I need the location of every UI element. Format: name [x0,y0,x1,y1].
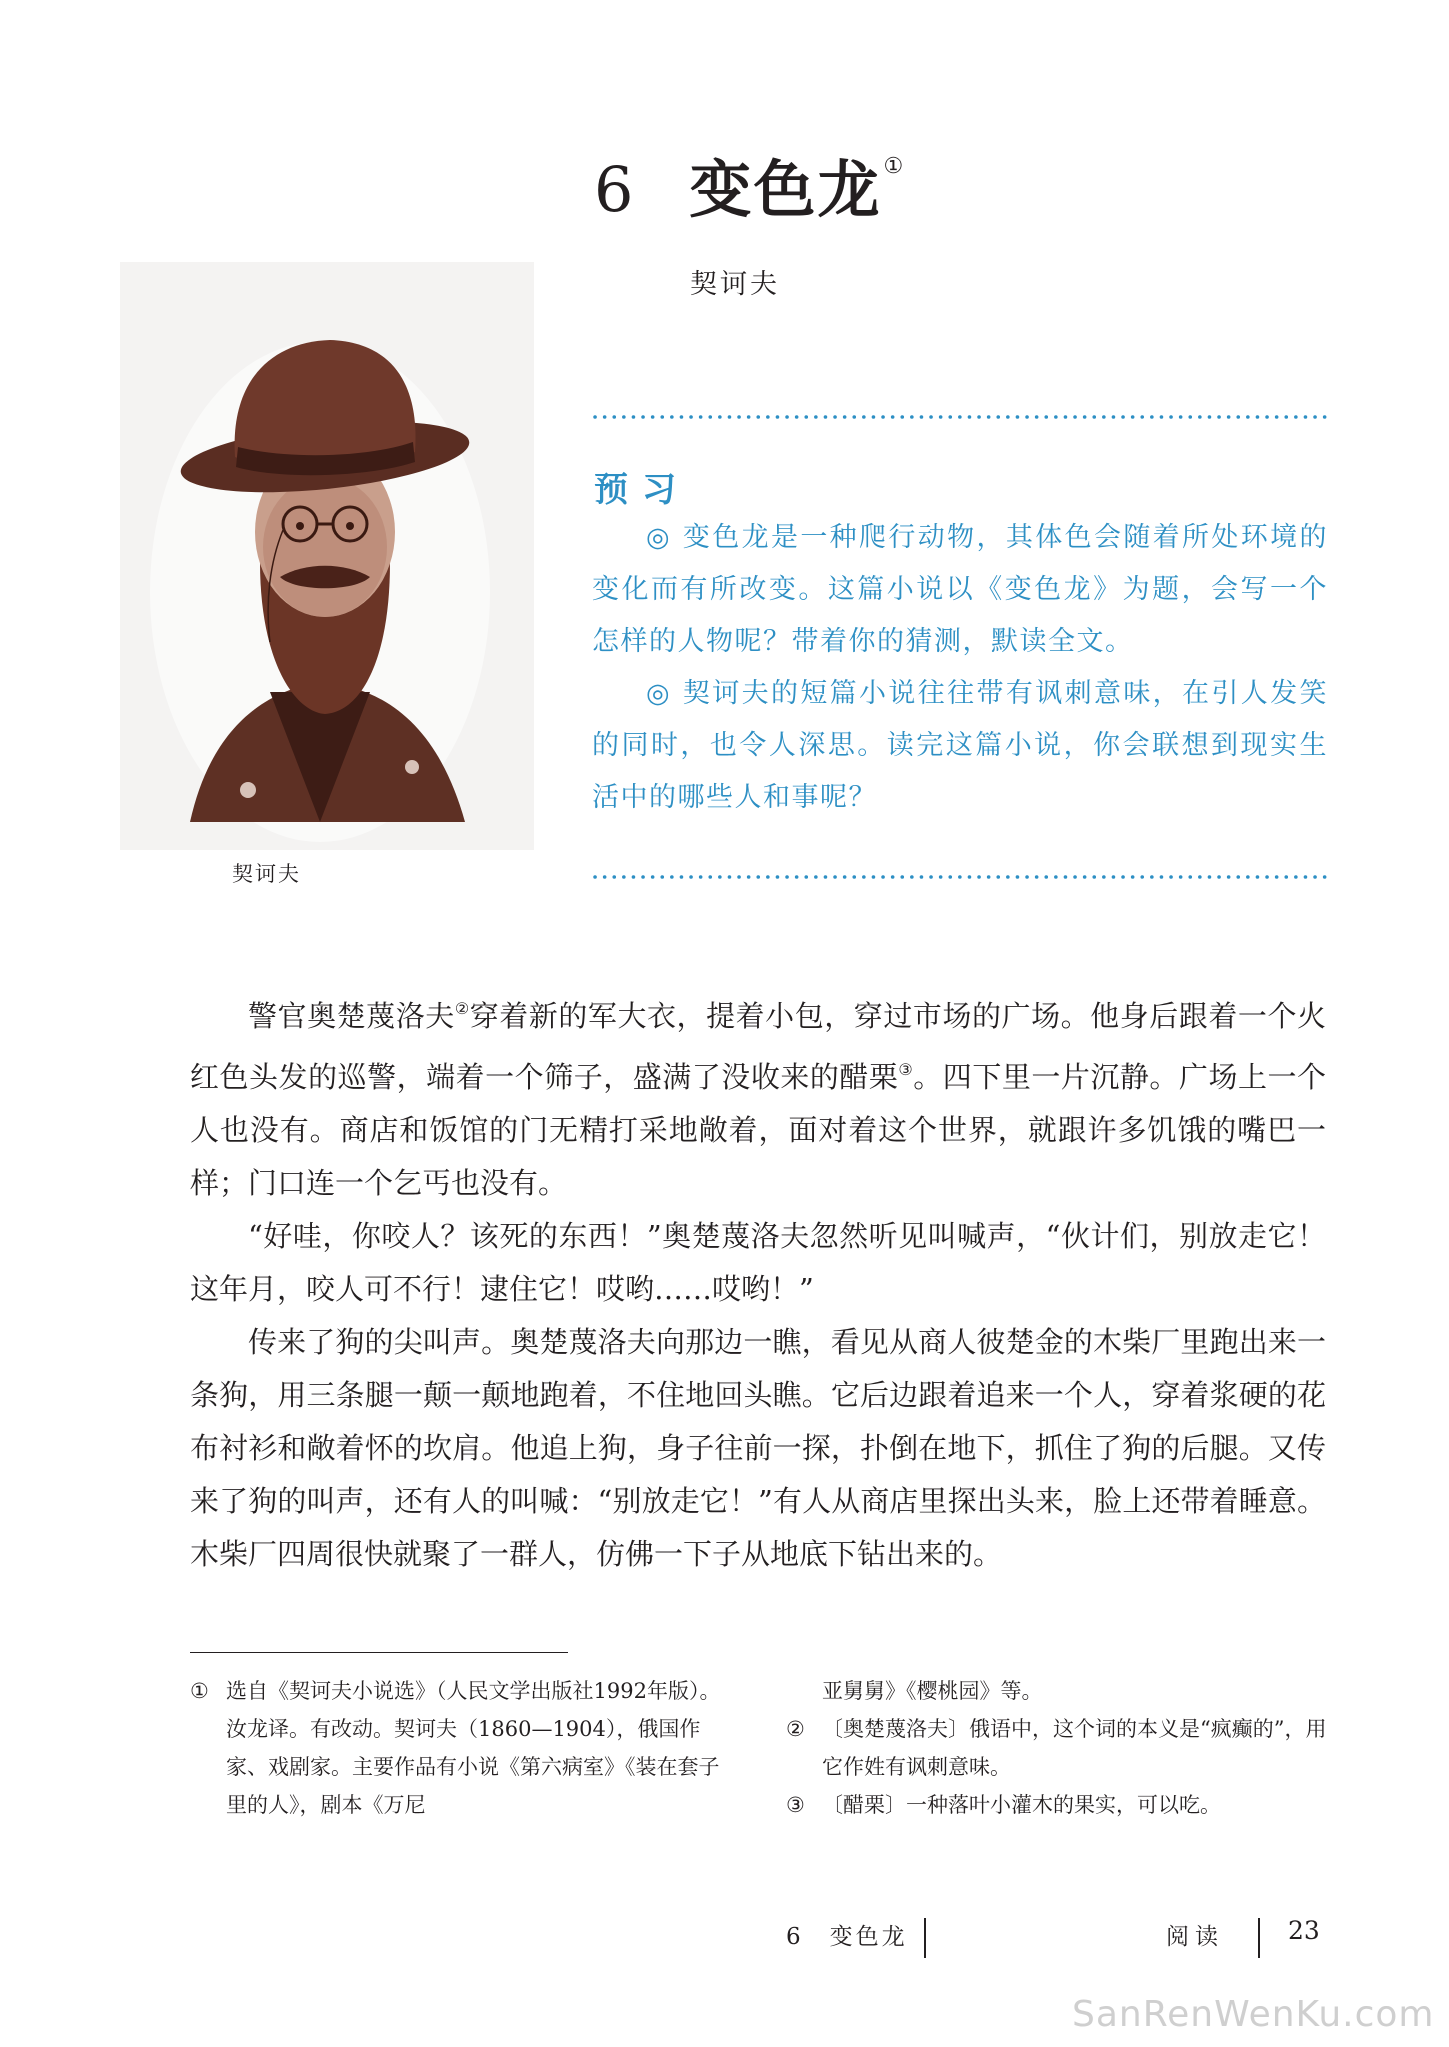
body-text-segment: 警官奥楚蔑洛夫 [248,999,455,1033]
footnote-text: 选自《契诃夫小说选》（人民文学出版社1992年版）。汝龙译。有改动。契诃夫（1860—1904），俄国作家、戏剧家。主要作品有小说《第六病室》《装在套子里的人》，剧本《万尼 [226,1679,721,1817]
page-number: 23 [1288,1916,1320,1945]
footnotes-right-column [786,1672,1330,1824]
preview-paragraph: ◎ 变色龙是一种爬行动物，其体色会随着所处环境的变化而有所改变。这篇小说以《变色龙》为题，会写一个怎样的人物呢？带着你的猜测，默读全文。 [592,522,1328,657]
preview-divider-top [592,414,1328,420]
lesson-number: 6 [594,153,636,226]
preview-paragraph: ◎ 契诃夫的短篇小说往往带有讽刺意味，在引人发笑的同时，也令人深思。读完这篇小说，你会联想到现实生活中的哪些人和事呢？ [592,678,1328,813]
footer-divider [924,1918,926,1958]
preview-heading: 预习 [594,470,690,510]
author-portrait [120,262,534,850]
footer-divider [1258,1918,1260,1958]
portrait-illustration [120,262,534,850]
footnote-continuation: 亚舅舅》《樱桃园》等。 [822,1679,1043,1703]
body-paragraph: “好哇，你咬人？该死的东西！”奥楚蔑洛夫忽然听见叫喊声，“伙计们，别放走它！这年月，咬人可不行！逮住它！哎哟……哎哟！” [190,1219,1326,1306]
footnote-item [786,1710,1330,1786]
footnote-mark: ① [190,1679,209,1703]
footnote-item [190,1672,730,1824]
lesson-title [594,140,905,229]
footnote-ref[interactable]: ③ [898,1060,914,1079]
watermark: SanRenWenKu.com [1072,1994,1435,2035]
footnote-mark: ② [786,1717,805,1741]
body-paragraph: 传来了狗的尖叫声。奥楚蔑洛夫向那边一瞧，看见从商人彼楚金的木柴厂里跑出来一条狗，用三条腿一颠一颠地跑着，不住地回头瞧。它后边跟着追来一个人，穿着浆硬的花布衬衫和敞着怀的坎肩。他追上狗，身子往前一探，扑倒在地下，抓住了狗的后腿。又传来了狗的叫声，还有人的叫喊：“别放走它！”有人从商店里探出头来，脸上还带着睡意。木柴厂四周很快就聚了一群人，仿佛一下子从地底下钻出来的。 [190,1325,1326,1571]
body-text-segment: 穿着新的军大衣，提着小包，穿过市场的广场。他身后跟着一个火红色头发的巡警，端着一个筛子，盛满了没收来的醋栗 [190,999,1326,1094]
body-paragraph [190,982,1326,1210]
lesson-title-text: 变色龙 [689,153,882,226]
footnote-item [786,1786,1330,1824]
preview-box [592,512,1328,824]
section-label: 阅读 [1166,1924,1224,1950]
portrait-caption: 契诃夫 [232,862,301,886]
running-title: 6 变色龙 [786,1924,908,1950]
footnote-ref[interactable]: ② [454,999,470,1018]
footnote-mark: ③ [786,1793,805,1817]
footnotes-left-column [190,1672,730,1824]
footnote-text: 〔醋栗〕一种落叶小灌木的果实，可以吃。 [822,1793,1221,1817]
footnote-rule [190,1652,568,1653]
footnote-text: 〔奥楚蔑洛夫〕俄语中，这个词的本义是“疯癫的”，用它作姓有讽刺意味。 [822,1717,1327,1779]
title-footnote-ref[interactable]: ① [883,154,906,179]
body-text-segment: 。四下里一片沉静。广场上一个人也没有。商店和饭馆的门无精打采地敞着，面对着这个世界，就跟许多饥饿的嘴巴一样；门口连一个乞丐也没有。 [190,1060,1326,1200]
story-body [190,982,1326,1581]
preview-divider-bottom [592,874,1328,880]
author-name: 契诃夫 [690,269,780,300]
